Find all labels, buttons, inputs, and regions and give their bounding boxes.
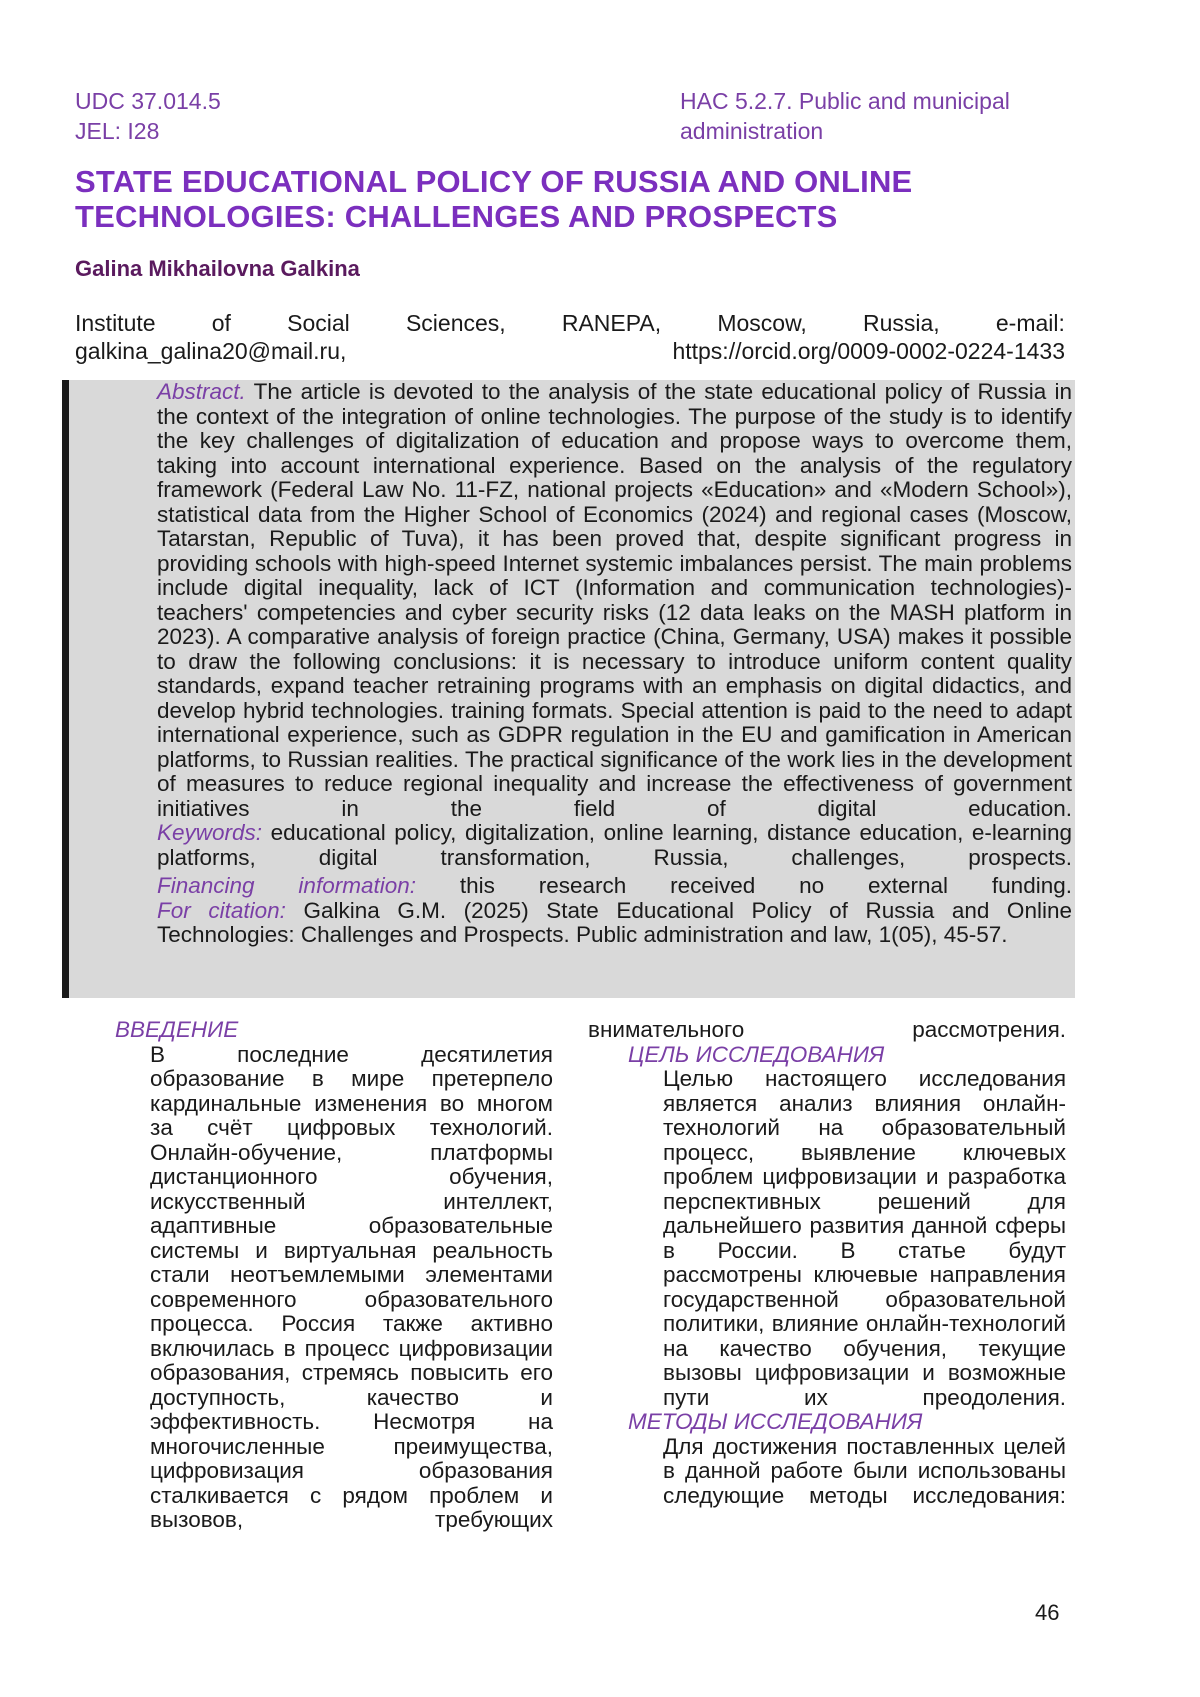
title-line-1: STATE EDUCATIONAL POLICY OF RUSSIA AND ONLINE (75, 164, 913, 199)
affil-word: Institute (75, 310, 156, 336)
keywords-label: Keywords: (157, 820, 263, 845)
keywords-paragraph (82, 821, 1072, 870)
affiliation (75, 309, 1065, 365)
jel-code: JEL: I28 (75, 118, 160, 144)
abstract-paragraph (82, 380, 1072, 821)
classification-codes (75, 86, 475, 146)
affil-word: Social (287, 310, 350, 336)
affiliation-line-2 (75, 337, 1065, 365)
hac-code (680, 86, 1080, 146)
keywords-text: educational policy, digitalization, online learning, distance education, e-learning platforms, digital transformation, Russia, challenges, prospects. (157, 820, 1072, 870)
orcid-link[interactable]: https://orcid.org/0009-0002-0224-1433 (672, 338, 1065, 364)
author-email[interactable]: galkina_galina20@mail.ru, (75, 338, 347, 364)
section-heading-methods: МЕТОДЫ ИССЛЕДОВАНИЯ (628, 1409, 923, 1434)
introduction-text: В последние десятилетия образование в мире претерпело кардинальные изменения во многом за счёт цифровых технологий. Онлайн-обучение, платформы дистанционного обучения, искусственный интеллект, адаптивные образовательные системы и виртуальная реальность стали неотъемлемыми элементами современного образовательного процесса. Россия также активно включилась в процесс цифровизации образования, стремясь повысить его доступность, качество и эффективность. Несмотря на многочисленные преимущества, цифровизация образования сталкивается с рядом проблем и вызовов, требующих (150, 1041, 553, 1532)
financing-paragraph (82, 874, 1072, 899)
section-heading-aim: ЦЕЛЬ ИССЛЕДОВАНИЯ (628, 1041, 885, 1067)
udc-code: UDC 37.014.5 (75, 88, 221, 114)
affil-word: Sciences, (405, 310, 506, 336)
affil-word: Moscow, (717, 310, 807, 336)
aim-text: Целью настоящего исследования является анализ влияния онлайн-технологий на образовательный процесс, выявление ключевых проблем цифровизации и разработка перспективных решений для дальнейшего развития данной сферы в России. В статье будут рассмотрены ключевые направления государственной образовательной политики, влияние онлайн-технологий на качество обучения, текущие вызовы цифровизации и возможные пути их преодоления. (663, 1066, 1066, 1410)
citation-label: For citation: (157, 897, 286, 923)
affil-word: e-mail: (995, 310, 1065, 336)
hac-line-2: administration (680, 118, 824, 144)
financing-text: this research received no external funding. (459, 873, 1072, 898)
article-title (75, 164, 1085, 234)
abstract-box (62, 380, 1075, 998)
methods-text: Для достижения поставленных целей в данной работе были использованы следующие методы исследования: (663, 1433, 1066, 1508)
hac-line-1: HAC 5.2.7. Public and municipal (680, 88, 1010, 114)
left-column (75, 1018, 553, 1533)
title-line-2: TECHNOLOGIES: CHALLENGES AND PROSPECTS (75, 199, 838, 234)
author-name: Galina Mikhailovna Galkina (75, 256, 360, 281)
abstract-text: The article is devoted to the analysis of the state educational policy of Russia in the context of the integration of online technologies. The purpose of the study is to identify the key challenges of digitalization of education and propose ways to overcome them, taking into account international experience. Based on the analysis of the regulatory framework (Federal Law No. 11-FZ, national projects «Education» and «Modern School»), statistical data from the Higher School of Economics (2024) and regional cases (Moscow, Tatarstan, Republic of Tuva), it has been proved that, despite significant progress in providing schools with high-speed Internet systemic imbalances persist. The main problems include digital inequality, lack of ICT (Information and communication technologies)- teachers' competencies and cyber security risks (12 data leaks on the MASH platform in 2023). A comparative analysis of foreign practice (China, Germany, USA) makes it possible to draw the following conclusions: it is necessary to introduce uniform content quality standards, expand teacher retraining programs with an emphasis on digital didactics, and develop hybrid technologies. training formats. Special attention is paid to the need to adapt international experience, such as GDPR regulation in the EU and gamification in American platforms, to Russian realities. The practical significance of the work lies in the development of measures to reduce regional inequality and increase the effectiveness of government initiatives in the field of digital education. (157, 379, 1072, 821)
affil-word: RANEPA, (561, 310, 662, 336)
page-number: 46 (1035, 1600, 1060, 1625)
section-heading-introduction: ВВЕДЕНИЕ (115, 1017, 239, 1042)
abstract-label: Abstract. (157, 379, 246, 404)
affiliation-line-1 (75, 309, 1065, 337)
citation-paragraph (82, 899, 1072, 948)
right-column (588, 1018, 1066, 1508)
introduction-continuation: внимательного рассмотрения. (588, 1017, 1066, 1042)
citation-text: Galkina G.M. (2025) State Educational Policy of Russia and Online Technologies: Challenges and Prospects. Public administration and law, 1(05), 45-57. (157, 897, 1072, 947)
financing-label: Financing information: (157, 873, 416, 898)
abstract-content (82, 380, 1072, 948)
affil-word: of (211, 310, 231, 336)
affil-word: Russia, (863, 310, 940, 336)
